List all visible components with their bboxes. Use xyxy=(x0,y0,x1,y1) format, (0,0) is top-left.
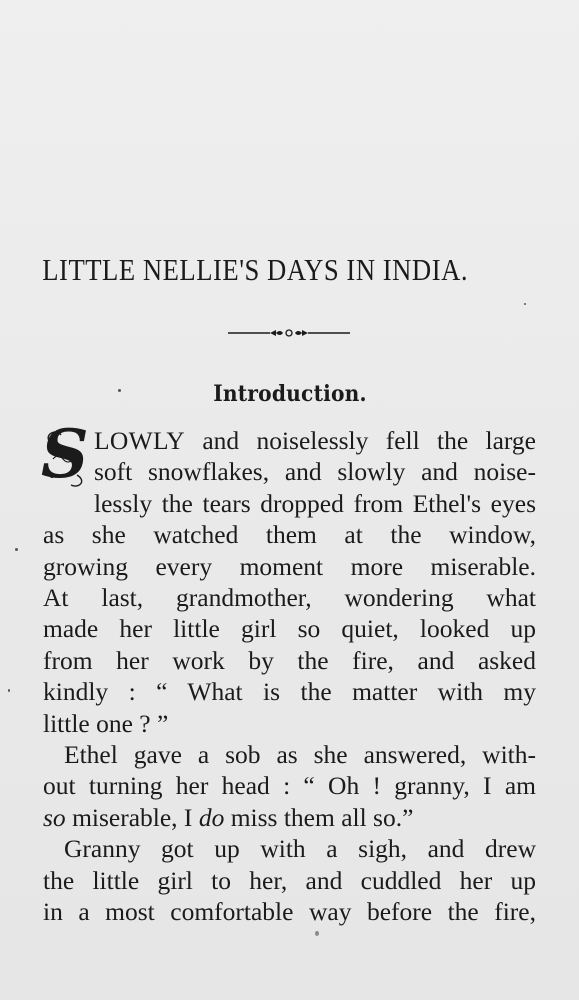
paragraph-1 xyxy=(41,415,536,739)
paper-speck xyxy=(118,389,121,392)
paper-speck xyxy=(15,548,18,551)
page-title: LITTLE NELLIE'S DAYS IN INDIA. xyxy=(42,252,469,287)
paper-speck xyxy=(524,303,526,305)
text-line: out turning her head : “ Oh ! granny, I am xyxy=(43,771,536,801)
text-line: growing every moment more miserable. xyxy=(43,551,536,581)
text-line: as she watched them at the window, xyxy=(43,520,536,550)
paper-speck xyxy=(8,689,10,692)
text-line: lessly the tears dropped from Ethel's eyes xyxy=(94,488,536,518)
text-line: the little girl to her, and cuddled her up xyxy=(43,865,536,895)
drop-cap xyxy=(41,415,90,493)
text-line: kindly : “ What is the matter with my xyxy=(43,677,536,707)
decorative-rule-ornament xyxy=(228,326,350,340)
text-fragment: miss them all so.” xyxy=(224,802,414,832)
text-line: Ethel gave a sob as she answered, with- xyxy=(64,740,536,770)
text-line: in a most comfortable way before the fire, xyxy=(43,897,536,927)
text-line xyxy=(43,802,536,833)
text-line: from her work by the fire, and asked xyxy=(43,645,536,675)
italic-word: do xyxy=(198,802,225,832)
paragraph-2 xyxy=(43,739,536,833)
text-line: At last, grandmother, wondering what xyxy=(43,583,536,613)
italic-word: so xyxy=(43,802,66,832)
paragraph-3 xyxy=(43,833,536,927)
text-line xyxy=(43,425,536,456)
text-line: soft snowflakes, and slowly and noise- xyxy=(94,457,536,487)
text-line: made her little girl so quiet, looked up xyxy=(43,614,536,644)
drop-cap-letter: S xyxy=(41,415,89,493)
body-text xyxy=(41,415,536,928)
paper-speck xyxy=(315,931,319,936)
text-line: Granny got up with a sigh, and drew xyxy=(64,834,536,864)
text-line: little one ? ” xyxy=(43,708,169,738)
lead-smallcaps: LOWLY xyxy=(94,426,185,455)
text-fragment: miserable, I xyxy=(65,802,199,832)
text-line-content: and noiselessly fell the large xyxy=(202,426,536,455)
section-heading: Introduction. xyxy=(213,381,367,407)
